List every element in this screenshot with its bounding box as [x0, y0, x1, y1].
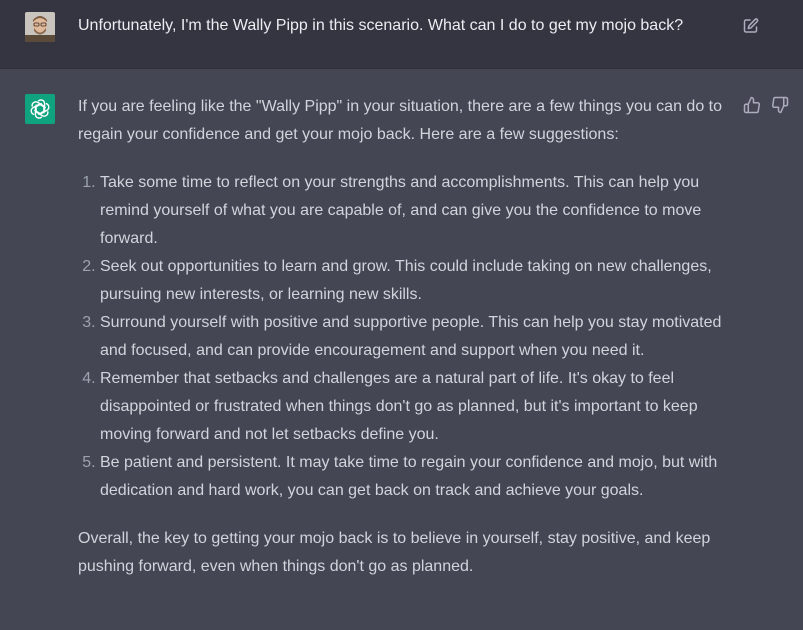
user-message-text: Unfortunately, I'm the Wally Pipp in this scenario. What can I do to get my mojo back?: [78, 17, 684, 34]
assistant-message-row: [0, 69, 803, 630]
list-item: 3. Surround yourself with positive and supportive people. This can help you stay motivated and focused, and can provide encouragement and support when you need it.: [100, 309, 733, 365]
list-item: 4. Remember that setbacks and challenges are a natural part of life. It's okay to feel disappointed or frustrated when things don't go as planned, but it's important to keep moving forward and not let setbacks define you.: [100, 365, 733, 449]
list-item: 2. Seek out opportunities to learn and grow. This could include taking on new challenges, pursuing new interests, or learning new skills.: [100, 253, 733, 309]
edit-icon[interactable]: [742, 17, 760, 35]
user-avatar: [25, 12, 55, 42]
answer-conclusion: Overall, the key to getting your mojo back is to believe in yourself, stay positive, and keep pushing forward, even when things don't go as planned.: [78, 530, 711, 575]
thumbs-up-icon[interactable]: [743, 96, 761, 114]
thumbs-down-icon[interactable]: [771, 96, 789, 114]
assistant-message-text: [78, 93, 733, 581]
list-item: 1. Take some time to reflect on your strengths and accomplishments. This can help you remind yourself of what you are capable of, and can give you the confidence to move forward.: [100, 169, 733, 253]
suggestion-list: [78, 169, 733, 505]
user-message-row: [0, 0, 803, 69]
openai-logo-icon: [25, 94, 55, 124]
list-item: 5. Be patient and persistent. It may take time to regain your confidence and mojo, but with dedication and hard work, you can get back on track and achieve your goals.: [100, 449, 733, 505]
answer-intro: If you are feeling like the "Wally Pipp" in your situation, there are a few things you can do to regain your confidence and get your mojo back. Here are a few suggestions:: [78, 98, 723, 143]
